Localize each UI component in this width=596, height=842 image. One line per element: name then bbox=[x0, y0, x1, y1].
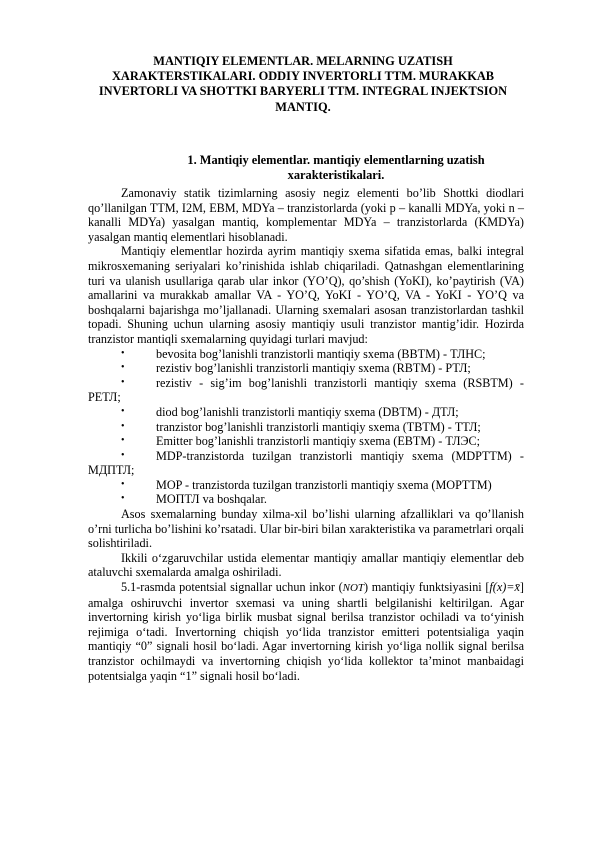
list-item-text: rezistiv - sig’im bog’lanishli tranzistorli mantiqiy sxema (RSBTM) - РЕТЛ; bbox=[88, 375, 524, 405]
list-item bbox=[88, 434, 524, 449]
list-item-text: МОПТЛ va boshqalar. bbox=[156, 492, 267, 507]
bullet-icon: • bbox=[121, 362, 125, 374]
paragraph: Mantiqiy elementlar hozirda ayrim mantiqiy sxema sifatida emas, balki integral mikrosxemaning seriyalari ko’rinishida ishlab chiqariladi. Qatnashgan elementlarining turi va ulanish usullariga qarab ular inkor (YO’Q), qo’shish (YoKI), ko’paytirish (VA) amallarini va murakkab amallar VA - YO’Q, YoKI - YO’Q, VA - YoKI - YO’Q va boshqalarni bajarishga mo’ljallanadi. Ularning sxemalari asosan tranzistorlardan tashkil topadi. Shuning uchun ularning asosiy mantiqiy usuli tranzistor mantig’idir. Hozirda tranzistor mantiqli sxemalarning quyidagi turlari mavjud: bbox=[88, 244, 524, 346]
section-heading: 1. Mantiqiy elementlar. mantiqiy elementlarning uzatish xarakteristikalari. bbox=[187, 153, 485, 182]
list-item bbox=[88, 376, 524, 405]
list-item bbox=[88, 405, 524, 420]
list-item-text: MOP - tranzistorda tuzilgan tranzistorli mantiqiy sxema (MOPTTM) bbox=[156, 477, 492, 492]
list-item bbox=[88, 478, 524, 493]
list-item bbox=[88, 492, 524, 507]
list-item-text: rezistiv bog’lanishli tranzistorli mantiqiy sxema (RBTM) - РТЛ; bbox=[156, 361, 471, 376]
list-item bbox=[88, 361, 524, 376]
bullet-icon: • bbox=[121, 493, 125, 505]
bullet-icon: • bbox=[121, 420, 125, 432]
document-body bbox=[88, 186, 524, 683]
list-item-text: MDP-tranzistorda tuzilgan tranzistorli mantiqiy sxema (MDPTTM) - МДПТЛ; bbox=[88, 448, 524, 478]
bullet-icon: • bbox=[121, 347, 125, 359]
paragraph: Zamonaviy statik tizimlarning asosiy negiz elementi bo’lib Shottki diodlari qo’llanilgan TTM, I2M, EBM, MDYa – tranzistorlarda (yoki p – kanalli MDYa, yoki n – kanalli MDYa) yasalgan mantiq, komplementar MDYa – tranzistorlarda (KMDYa) yasalgan mantiq elementlari hisoblanadi. bbox=[88, 186, 524, 244]
paragraph-text: 5.1-rasmda potentsial signallar uchun inkor ( bbox=[121, 580, 343, 595]
paragraph: Asos sxemalarning bunday xilma-xil bo’lishi ularning afzalliklari va qo’llanish o’rni turlicha bo’lishini ko’rsatadi. Ular bir-biri bilan xarakteristika va parametrlari orqali solishtiriladi. bbox=[88, 507, 524, 551]
list-item-text: bevosita bog’lanishli tranzistorli mantiqiy sxema (BBTM) - ТЛНС; bbox=[156, 346, 486, 361]
bullet-icon: • bbox=[121, 435, 125, 447]
list-item-text: tranzistor bog’lanishli tranzistorli mantiqiy sxema (TBTM) - ТТЛ; bbox=[156, 419, 481, 434]
bullet-icon: • bbox=[121, 376, 125, 388]
not-label: NOT bbox=[342, 582, 365, 595]
document-title: MANTIQIY ELEMENTLAR. MELARNING UZATISH XARAKTERSTIKALARI. ODDIY INVERTORLI TTM. MURAKKAB INVERTORLI VA SHOTTKI BARYERLI TTM. INTEGRAL INJEKTSION MANTIQ. bbox=[98, 54, 508, 114]
bullet-icon: • bbox=[121, 449, 125, 461]
paragraph-text: ) mantiqiy funktsiyasini [ bbox=[364, 580, 490, 595]
paragraph-text: ] amalga oshiruvchi invertor sxemasi va uning shartli belgilanishi keltirilgan. Agar invertorning kirish yo‘liga birlik musbat signal berilsa tranzistor ochiladi va to‘yinish rejimiga o‘tadi. Invertorning chiqish yo‘lida tranzistor emitteri potentsialiga yaqin mantiqiy “0” signali hosil bo‘ladi. Agar invertorning kirish yo‘liga nollik signal berilsa tranzistor ochilmaydi va invertorning chiqish yo‘lida kollektor ta’minot manbaidagi potentsialga yaqin “1” signali hosil bo‘ladi. bbox=[88, 580, 524, 683]
formula-paragraph bbox=[88, 580, 524, 683]
bullet-icon: • bbox=[121, 478, 125, 490]
formula: f(x)=x̄ bbox=[489, 580, 520, 595]
paragraph: Ikkili o‘zgaruvchilar ustida elementar mantiqiy amallar mantiqiy elementlar deb ataluvchi sxemalarda amalga oshiriladi. bbox=[88, 550, 524, 580]
bullet-list bbox=[88, 347, 524, 508]
list-item-text: Emitter bog’lanishli tranzistorli mantiqiy sxema (EBTM) - ТЛЭС; bbox=[156, 434, 481, 449]
list-item bbox=[88, 449, 524, 478]
list-item bbox=[88, 420, 524, 435]
bullet-icon: • bbox=[121, 405, 125, 417]
list-item bbox=[88, 347, 524, 362]
list-item-text: diod bog’lanishli tranzistorli mantiqiy sxema (DBTM) - ДТЛ; bbox=[156, 404, 459, 419]
